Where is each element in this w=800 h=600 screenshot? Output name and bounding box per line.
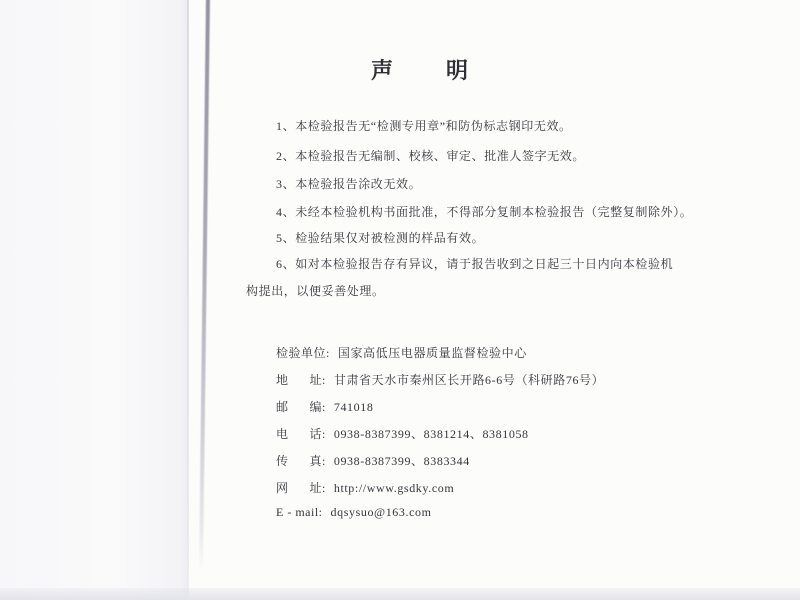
contact-row-email — [276, 505, 432, 520]
contact-value-email: dqsysuo@163.com — [330, 505, 432, 519]
contact-label-inspection-unit: 检验单位: — [276, 346, 330, 360]
contact-label-website: 网 址: — [276, 481, 326, 495]
statement-line-2: 2、本检验报告无编制、校核、审定、批准人签字无效。 — [276, 149, 586, 163]
contact-row-fax — [276, 452, 470, 469]
page-fold-shadow-line — [199, 0, 210, 571]
contact-label-address: 地 址: — [276, 373, 326, 387]
statement-line-4: 4、未经本检验机构书面批准，不得部分复制本检验报告（完整复制除外）。 — [276, 205, 693, 219]
contact-row-inspection-unit — [276, 344, 527, 361]
contact-label-fax: 传 真: — [276, 454, 326, 468]
statement-line-6-continuation: 构提出，以便妥善处理。 — [246, 284, 385, 298]
statement-line-1: 1、本检验报告无“检测专用章”和防伪标志钢印无效。 — [276, 119, 572, 133]
page-title: 声 明 — [370, 58, 469, 83]
contact-value-phone: 0938-8387399、8381214、8381058 — [333, 427, 529, 441]
statement-line-3: 3、本检验报告涂改无效。 — [276, 177, 422, 191]
contact-row-website — [276, 479, 454, 496]
contact-value-fax: 0938-8387399、8383344 — [333, 454, 470, 468]
contact-label-email: E - mail: — [276, 505, 323, 519]
contact-row-address — [276, 371, 604, 388]
statement-line-5: 5、检验结果仅对被检测的样品有效。 — [276, 231, 485, 245]
contact-value-postcode: 741018 — [333, 400, 374, 414]
statement-line-6: 6、如对本检验报告存有异议，请于报告收到之日起三十日内向本检验机 — [276, 257, 674, 271]
contact-value-inspection-unit: 国家高低压电器质量监督检验中心 — [337, 346, 527, 360]
page-left-margin-area — [0, 0, 189, 600]
contact-row-phone — [276, 425, 529, 442]
page-edge-line — [187, 0, 189, 592]
contact-label-phone: 电 话: — [276, 427, 326, 441]
contact-value-address: 甘肃省天水市秦州区长开路6-6号（科研路76号） — [333, 373, 605, 387]
scan-bottom-shadow — [0, 588, 800, 600]
contact-value-website: http://www.gsdky.com — [333, 481, 455, 495]
contact-row-postcode — [276, 398, 373, 415]
contact-label-postcode: 邮 编: — [276, 400, 326, 414]
